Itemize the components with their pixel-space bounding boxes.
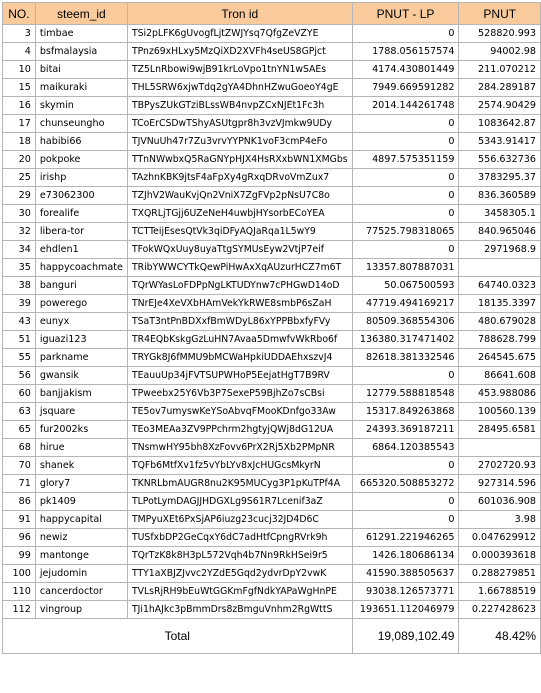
cell-pnut[interactable]: 3458305.1: [459, 205, 541, 223]
table-row: [3, 583, 541, 601]
cell-no[interactable]: 34: [3, 241, 36, 259]
cell-no[interactable]: 96: [3, 529, 36, 547]
cell-pnut[interactable]: 556.632736: [459, 151, 541, 169]
cell-tron-id[interactable]: TQrTzK8k8H3pL572Vqh4b7Nn9RkHSei9r5: [127, 547, 352, 565]
cell-tron-id[interactable]: TTY1aXBJZJvvc2YZdE5Gqd2ydvrDpY2vwK: [127, 565, 352, 583]
cell-tron-id[interactable]: TNrEJe4XeVXbHAmVekYkRWE8smbP6sZaH: [127, 295, 352, 313]
cell-no[interactable]: 18: [3, 133, 36, 151]
cell-steem-id[interactable]: eunyx: [35, 313, 127, 331]
cell-pnut[interactable]: 1.66788519: [459, 583, 541, 601]
cell-tron-id[interactable]: TRibYWWCYTkQewPiHwAxXqAUzurHCZ7m6T: [127, 259, 352, 277]
table-row: [3, 565, 541, 583]
table-row: [3, 259, 541, 277]
cell-pnut-lp[interactable]: 665320.508853272: [352, 475, 459, 493]
cell-no[interactable]: 3: [3, 25, 36, 43]
table-row: [3, 277, 541, 295]
cell-steem-id[interactable]: glory7: [35, 475, 127, 493]
cell-pnut[interactable]: 28495.6581: [459, 421, 541, 439]
cell-tron-id[interactable]: TVLsRjRH9bEuWtGGKmFgfNdkYAPaWgHnPE: [127, 583, 352, 601]
cell-pnut-lp[interactable]: 4174.430801449: [352, 61, 459, 79]
table-body: [3, 25, 541, 619]
table-row: [3, 295, 541, 313]
cell-steem-id[interactable]: irishp: [35, 169, 127, 187]
table-row: [3, 313, 541, 331]
cell-pnut-lp[interactable]: 1788.056157574: [352, 43, 459, 61]
cell-no[interactable]: 39: [3, 295, 36, 313]
table-row: [3, 331, 541, 349]
table-row: [3, 223, 541, 241]
header-pnut[interactable]: PNUT: [459, 3, 541, 25]
cell-no[interactable]: 63: [3, 403, 36, 421]
cell-pnut-lp[interactable]: 15317.849263868: [352, 403, 459, 421]
cell-steem-id[interactable]: jejudomin: [35, 565, 127, 583]
cell-pnut[interactable]: 18135.3397: [459, 295, 541, 313]
spreadsheet: [2, 2, 541, 654]
cell-no[interactable]: 35: [3, 259, 36, 277]
cell-no[interactable]: 16: [3, 97, 36, 115]
cell-steem-id[interactable]: libera-tor: [35, 223, 127, 241]
cell-pnut[interactable]: 840.965046: [459, 223, 541, 241]
cell-no[interactable]: 38: [3, 277, 36, 295]
table-row: [3, 133, 541, 151]
cell-steem-id[interactable]: bsfmalaysia: [35, 43, 127, 61]
table-row: [3, 511, 541, 529]
cell-steem-id[interactable]: timbae: [35, 25, 127, 43]
cell-tron-id[interactable]: TKNRLbmAUGR8nu2K95MUCyg3P1pKuTPf4A: [127, 475, 352, 493]
cell-pnut[interactable]: 3783295.37: [459, 169, 541, 187]
cell-pnut[interactable]: 264545.675: [459, 349, 541, 367]
header-tron-id[interactable]: Tron id: [127, 3, 352, 25]
cell-no[interactable]: 10: [3, 61, 36, 79]
table-row: [3, 115, 541, 133]
cell-no[interactable]: 29: [3, 187, 36, 205]
header-no[interactable]: NO.: [3, 3, 36, 25]
cell-steem-id[interactable]: happycapital: [35, 511, 127, 529]
cell-tron-id[interactable]: TCoErCSDwTShyASUtgpr8h3vzVJmkw9UDy: [127, 115, 352, 133]
cell-no[interactable]: 112: [3, 601, 36, 619]
cell-steem-id[interactable]: powerego: [35, 295, 127, 313]
cell-tron-id[interactable]: TNsmwHY95bh8XzFovv6PrX2Rj5Xb2PMpNR: [127, 439, 352, 457]
cell-steem-id[interactable]: habibi66: [35, 133, 127, 151]
cell-pnut-lp[interactable]: 0: [352, 187, 459, 205]
table-row: [3, 97, 541, 115]
header-pnut-lp[interactable]: PNUT - LP: [352, 3, 459, 25]
cell-pnut-lp[interactable]: 61291.221946265: [352, 529, 459, 547]
cell-pnut-lp[interactable]: 0: [352, 493, 459, 511]
cell-pnut[interactable]: 788628.799: [459, 331, 541, 349]
cell-steem-id[interactable]: e73062300: [35, 187, 127, 205]
cell-tron-id[interactable]: TQrWYasLoFDPpNgLKTUDYnw7cPHGwD14oD: [127, 277, 352, 295]
cell-pnut[interactable]: 836.360589: [459, 187, 541, 205]
cell-steem-id[interactable]: shanek: [35, 457, 127, 475]
cell-tron-id[interactable]: TSi2pLFK6gUvogfLjtZWJYsq7QfgZeVZYE: [127, 25, 352, 43]
cell-pnut[interactable]: 5343.91417: [459, 133, 541, 151]
cell-steem-id[interactable]: jsquare: [35, 403, 127, 421]
cell-no[interactable]: 51: [3, 331, 36, 349]
header-row: [3, 3, 541, 25]
table-row: [3, 25, 541, 43]
cell-pnut-lp[interactable]: 6864.120385543: [352, 439, 459, 457]
cell-pnut[interactable]: 2971968.9: [459, 241, 541, 259]
cell-tron-id[interactable]: TUSfxbDP2GeCqxY6dC7adHtfCpngRVrk9h: [127, 529, 352, 547]
cell-pnut[interactable]: 927314.596: [459, 475, 541, 493]
cell-pnut-lp[interactable]: 0: [352, 133, 459, 151]
total-label[interactable]: Total: [3, 619, 353, 654]
cell-steem-id[interactable]: gwansik: [35, 367, 127, 385]
cell-pnut-lp[interactable]: 0: [352, 169, 459, 187]
cell-pnut[interactable]: 100560.139: [459, 403, 541, 421]
table-row: [3, 601, 541, 619]
cell-pnut-lp[interactable]: 0: [352, 25, 459, 43]
cell-no[interactable]: 56: [3, 367, 36, 385]
cell-pnut-lp[interactable]: 41590.388505637: [352, 565, 459, 583]
cell-pnut[interactable]: 528820.993: [459, 25, 541, 43]
table-row: [3, 457, 541, 475]
table-row: [3, 241, 541, 259]
cell-tron-id[interactable]: TSaT3ntPnBDXxfBmWDyL86xYPPBbxfyFVy: [127, 313, 352, 331]
cell-steem-id[interactable]: vingroup: [35, 601, 127, 619]
table-row: [3, 403, 541, 421]
table-row: [3, 385, 541, 403]
cell-pnut-lp[interactable]: 47719.494169217: [352, 295, 459, 313]
cell-pnut-lp[interactable]: 1426.180686134: [352, 547, 459, 565]
table-row: [3, 151, 541, 169]
cell-steem-id[interactable]: fur2002ks: [35, 421, 127, 439]
cell-steem-id[interactable]: bitai: [35, 61, 127, 79]
table-row: [3, 43, 541, 61]
cell-no[interactable]: 99: [3, 547, 36, 565]
cell-tron-id[interactable]: TJi1hAJkc3pBmmDrs8zBmguVnhm2RgWttS: [127, 601, 352, 619]
cell-pnut[interactable]: 0.047629912: [459, 529, 541, 547]
cell-tron-id[interactable]: TCTTeijEsesQtVk3qiDFyAQJaRqa1L5wY9: [127, 223, 352, 241]
cell-pnut-lp[interactable]: 0: [352, 511, 459, 529]
cell-no[interactable]: 25: [3, 169, 36, 187]
table-row: [3, 367, 541, 385]
cell-steem-id[interactable]: iguazi123: [35, 331, 127, 349]
cell-tron-id[interactable]: TRYGk8J6fMMU9bMCWaHpkiUDDAEhxszvJ4: [127, 349, 352, 367]
cell-no[interactable]: 86: [3, 493, 36, 511]
cell-pnut-lp[interactable]: 0: [352, 115, 459, 133]
cell-steem-id[interactable]: skymin: [35, 97, 127, 115]
cell-steem-id[interactable]: banguri: [35, 277, 127, 295]
cell-no[interactable]: 15: [3, 79, 36, 97]
cell-no[interactable]: 91: [3, 511, 36, 529]
cell-steem-id[interactable]: mantonge: [35, 547, 127, 565]
cell-tron-id[interactable]: TBPysZUkGTziBLssWB4nvpZCxNJEt1Fc3h: [127, 97, 352, 115]
cell-pnut-lp[interactable]: 93038.126573771: [352, 583, 459, 601]
cell-pnut[interactable]: [459, 439, 541, 457]
table-row: [3, 547, 541, 565]
cell-steem-id[interactable]: pokpoke: [35, 151, 127, 169]
total-pnut[interactable]: 48.42%: [459, 619, 541, 654]
cell-no[interactable]: 71: [3, 475, 36, 493]
cell-steem-id[interactable]: ehdlen1: [35, 241, 127, 259]
cell-pnut-lp[interactable]: 13357.807887031: [352, 259, 459, 277]
cell-pnut[interactable]: 1083642.87: [459, 115, 541, 133]
cell-tron-id[interactable]: TQFb6MtfXv1fz5vYbLYv8xJcHUGcsMkyrN: [127, 457, 352, 475]
cell-tron-id[interactable]: TEauuUp34jFVTSUPWHoP5EejatHgT7B9RV: [127, 367, 352, 385]
cell-pnut[interactable]: 3.98: [459, 511, 541, 529]
cell-pnut-lp[interactable]: 0: [352, 205, 459, 223]
cell-steem-id[interactable]: parkname: [35, 349, 127, 367]
cell-pnut-lp[interactable]: 136380.317471402: [352, 331, 459, 349]
cell-pnut-lp[interactable]: 0: [352, 241, 459, 259]
cell-no[interactable]: 68: [3, 439, 36, 457]
table-row: [3, 205, 541, 223]
cell-pnut[interactable]: 480.679028: [459, 313, 541, 331]
total-pnut-lp[interactable]: 19,089,102.49: [352, 619, 459, 654]
cell-no[interactable]: 17: [3, 115, 36, 133]
table-row: [3, 187, 541, 205]
cell-tron-id[interactable]: THL5SRW6xjwTdq2gYA4DhnHZwuGoeoY4gE: [127, 79, 352, 97]
cell-steem-id[interactable]: banjjakism: [35, 385, 127, 403]
pnut-table: [2, 2, 541, 654]
cell-tron-id[interactable]: TR4EQbKskgGzLuHN7Avaa5DmwfvWkRbo6f: [127, 331, 352, 349]
cell-no[interactable]: 4: [3, 43, 36, 61]
cell-tron-id[interactable]: TPweebx25Y6Vb3P7SexeP59BjhZo7sCBsi: [127, 385, 352, 403]
cell-no[interactable]: 65: [3, 421, 36, 439]
table-row: [3, 439, 541, 457]
cell-pnut-lp[interactable]: 24393.369187211: [352, 421, 459, 439]
cell-tron-id[interactable]: TAzhnKBK9jtsF4aFpXy4gRxqDRvoVmZux7: [127, 169, 352, 187]
cell-pnut[interactable]: 64740.0323: [459, 277, 541, 295]
table-row: [3, 79, 541, 97]
cell-no[interactable]: 100: [3, 565, 36, 583]
cell-pnut[interactable]: 284.289187: [459, 79, 541, 97]
cell-pnut-lp[interactable]: 12779.588818548: [352, 385, 459, 403]
cell-no[interactable]: 70: [3, 457, 36, 475]
cell-steem-id[interactable]: maikuraki: [35, 79, 127, 97]
cell-steem-id[interactable]: forealife: [35, 205, 127, 223]
cell-pnut-lp[interactable]: 80509.368554306: [352, 313, 459, 331]
cell-pnut[interactable]: 2702720.93: [459, 457, 541, 475]
cell-tron-id[interactable]: TLPotLymDAGJJHDGXLg9S61R7Lcenif3aZ: [127, 493, 352, 511]
table-row: [3, 529, 541, 547]
cell-steem-id[interactable]: happycoachmate: [35, 259, 127, 277]
cell-steem-id[interactable]: pk1409: [35, 493, 127, 511]
table-row: [3, 421, 541, 439]
cell-tron-id[interactable]: TXQRLjTGjj6UZeNeH4uwbjHYsorbECoYEA: [127, 205, 352, 223]
table-row: [3, 475, 541, 493]
table-row: [3, 61, 541, 79]
cell-pnut[interactable]: 211.070212: [459, 61, 541, 79]
table-row: [3, 169, 541, 187]
cell-tron-id[interactable]: TTnNWwbxQ5RaGNYpHJX4HsRXxbWN1XMGbs: [127, 151, 352, 169]
cell-pnut-lp[interactable]: 2014.144261748: [352, 97, 459, 115]
cell-pnut[interactable]: [459, 259, 541, 277]
total-row: [3, 619, 541, 654]
cell-tron-id[interactable]: TPnz69xHLxy5MzQiXD2XVFh4seUS8GPjct: [127, 43, 352, 61]
cell-pnut-lp[interactable]: 50.067500593: [352, 277, 459, 295]
cell-tron-id[interactable]: TE5ov7umyswKeYSoAbvqFMooKDnfgo33Aw: [127, 403, 352, 421]
cell-pnut[interactable]: 453.988086: [459, 385, 541, 403]
cell-pnut-lp[interactable]: 7949.669591282: [352, 79, 459, 97]
table-row: [3, 349, 541, 367]
cell-pnut[interactable]: 2574.90429: [459, 97, 541, 115]
cell-pnut[interactable]: 0.227428623: [459, 601, 541, 619]
cell-tron-id[interactable]: TZJhV2WauKvjQn2VniX7ZgFVp2pNsU7C8o: [127, 187, 352, 205]
cell-tron-id[interactable]: TEo3MEAa3ZV9PPchrm2hgtyjQWj8dG12UA: [127, 421, 352, 439]
header-steem-id[interactable]: steem_id: [35, 3, 127, 25]
cell-pnut[interactable]: 601036.908: [459, 493, 541, 511]
cell-no[interactable]: 43: [3, 313, 36, 331]
cell-pnut[interactable]: 86641.608: [459, 367, 541, 385]
cell-no[interactable]: 30: [3, 205, 36, 223]
cell-tron-id[interactable]: TJVNuUh47r7Zu3vrvYYPNK1voF3cmP4eFo: [127, 133, 352, 151]
cell-tron-id[interactable]: TMPyuXEt6PxSjAP6iuzg23cucj32JD4D6C: [127, 511, 352, 529]
cell-tron-id[interactable]: TFokWQxUuy8uyaTtgSYMUsEyw2VtjP7eif: [127, 241, 352, 259]
cell-no[interactable]: 32: [3, 223, 36, 241]
cell-no[interactable]: 55: [3, 349, 36, 367]
cell-pnut-lp[interactable]: 82618.381332546: [352, 349, 459, 367]
cell-no[interactable]: 60: [3, 385, 36, 403]
cell-pnut[interactable]: 0.000393618: [459, 547, 541, 565]
cell-pnut[interactable]: 0.288279851: [459, 565, 541, 583]
cell-pnut-lp[interactable]: 77525.798318065: [352, 223, 459, 241]
table-row: [3, 493, 541, 511]
cell-pnut-lp[interactable]: 0: [352, 457, 459, 475]
cell-pnut[interactable]: 94002.98: [459, 43, 541, 61]
cell-pnut-lp[interactable]: 193651.112046979: [352, 601, 459, 619]
cell-steem-id[interactable]: cancerdoctor: [35, 583, 127, 601]
cell-pnut-lp[interactable]: 0: [352, 367, 459, 385]
cell-steem-id[interactable]: newiz: [35, 529, 127, 547]
cell-pnut-lp[interactable]: 4897.575351159: [352, 151, 459, 169]
cell-steem-id[interactable]: chunseungho: [35, 115, 127, 133]
cell-steem-id[interactable]: hirue: [35, 439, 127, 457]
cell-tron-id[interactable]: TZ5LnRbowi9wjB91krLoVpo1tnYN1wSAEs: [127, 61, 352, 79]
cell-no[interactable]: 110: [3, 583, 36, 601]
cell-no[interactable]: 20: [3, 151, 36, 169]
